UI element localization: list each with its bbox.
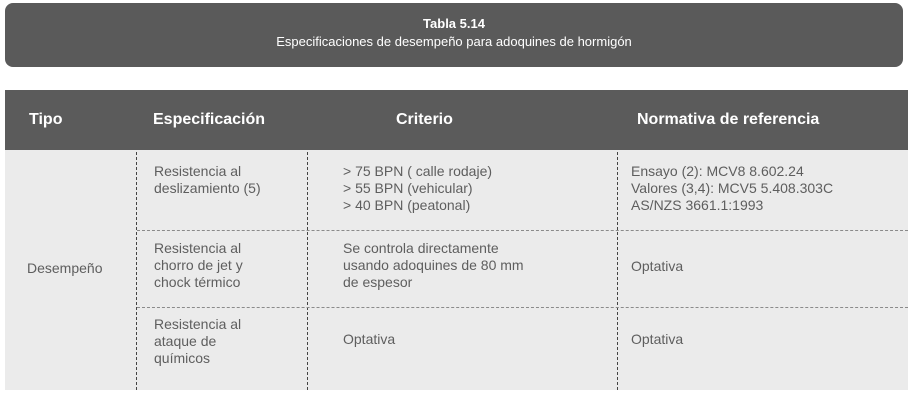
tipo-cell: Desempeño (27, 260, 103, 276)
row-divider (137, 307, 908, 308)
row2-especificacion: Resistencia al chorro de jet y chock térmico (154, 240, 243, 290)
row1-criterio: > 75 BPN ( calle rodaje) > 55 BPN (vehicular) > 40 BPN (peatonal) (343, 163, 493, 213)
row2-normativa: Optativa (631, 258, 684, 274)
specifications-table (5, 90, 908, 390)
row1-especificacion: Resistencia al deslizamiento (5) (154, 163, 261, 196)
caption-subtitle: Especificaciones de desempeño para adoquines de hormigón (276, 34, 632, 49)
row2-criterio: Se controla directamente usando adoquines de 80 mm de espesor (343, 240, 524, 290)
header-tipo: Tipo (29, 111, 63, 128)
table-caption (5, 3, 903, 67)
table-header (5, 90, 908, 150)
row3-especificacion: Resistencia al ataque de químicos (154, 316, 242, 366)
header-especificacion: Especificación (153, 111, 266, 128)
caption-title: Tabla 5.14 (423, 16, 485, 31)
row3-normativa: Optativa (631, 331, 684, 347)
header-criterio: Criterio (396, 111, 453, 128)
header-normativa: Normativa de referencia (637, 111, 820, 128)
row1-normativa: Ensayo (2): MCV8 8.602.24 Valores (3,4): MCV5 5.408.303C AS/NZS 3661.1:1993 (631, 163, 834, 213)
row3-criterio: Optativa (343, 331, 396, 347)
column-divider (136, 152, 137, 390)
row-divider (137, 230, 908, 231)
column-divider (307, 152, 308, 390)
column-divider (617, 152, 618, 390)
